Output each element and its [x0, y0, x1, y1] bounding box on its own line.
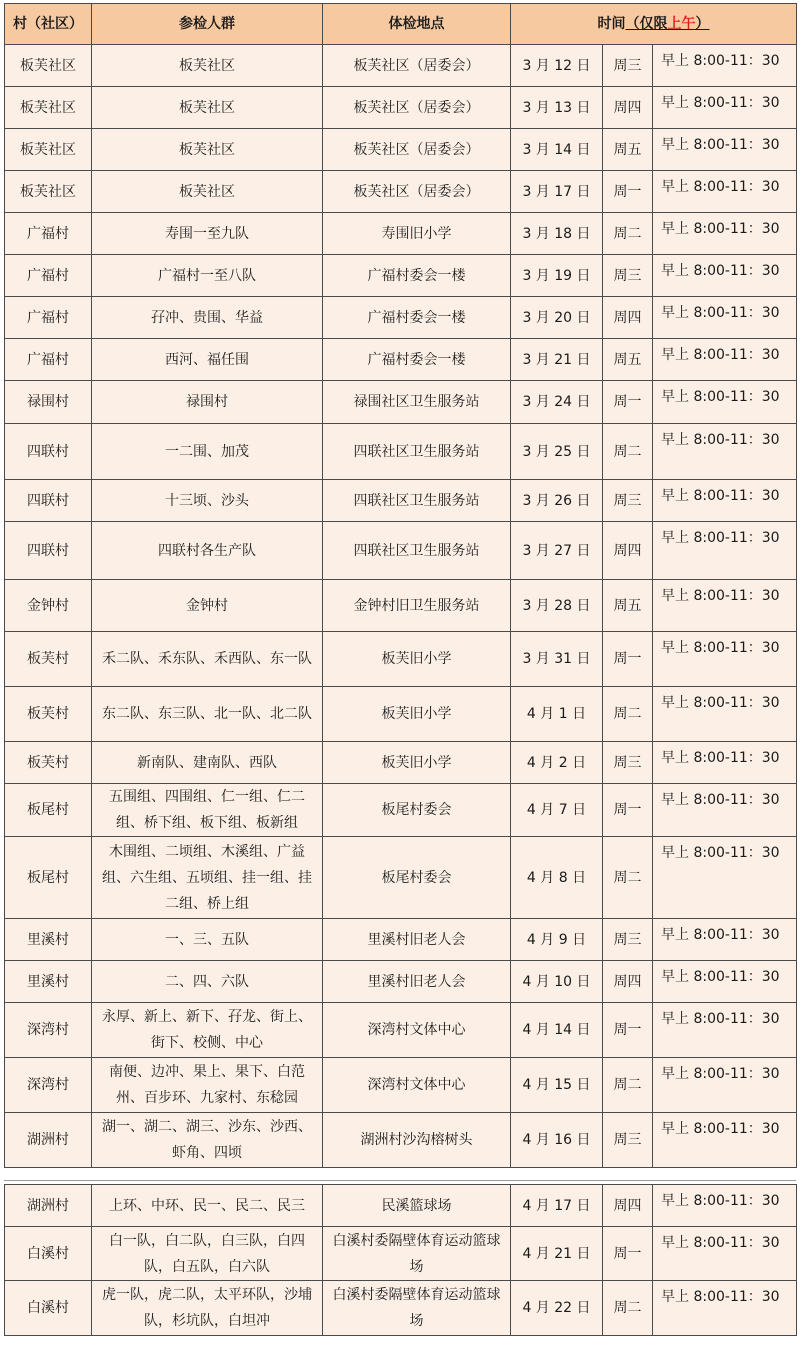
cell-village: 板芙村 [5, 687, 92, 742]
cell-group: 上环、中环、民一、民二、民三 [92, 1185, 323, 1227]
header-group: 参检人群 [92, 4, 323, 45]
cell-date: 3 月 31 日 [511, 632, 603, 687]
table-row [5, 213, 797, 255]
cell-date: 3 月 25 日 [511, 424, 603, 480]
cell-time: 早上 8:00-11：30 [653, 213, 797, 255]
cell-village: 广福村 [5, 297, 92, 339]
cell-group: 四联村各生产队 [92, 522, 323, 580]
cell-date: 4 月 21 日 [511, 1227, 603, 1281]
table-row [5, 632, 797, 687]
cell-location: 广福村委会一楼 [323, 339, 511, 381]
schedule-table [4, 3, 797, 1168]
table-row [5, 1227, 797, 1281]
cell-time: 早上 8:00-11：30 [653, 1281, 797, 1336]
table-row [5, 687, 797, 742]
cell-village: 四联村 [5, 522, 92, 580]
cell-group: 广福村一至八队 [92, 255, 323, 297]
cell-group: 禄围村 [92, 381, 323, 424]
cell-location: 四联社区卫生服务站 [323, 522, 511, 580]
cell-date: 4 月 2 日 [511, 742, 603, 784]
cell-group: 板芙社区 [92, 45, 323, 87]
cell-date: 3 月 17 日 [511, 171, 603, 213]
cell-village: 广福村 [5, 255, 92, 297]
table-row [5, 87, 797, 129]
cell-village: 板芙社区 [5, 129, 92, 171]
cell-location: 广福村委会一楼 [323, 255, 511, 297]
cell-weekday: 周三 [603, 255, 653, 297]
cell-group: 禾二队、禾东队、禾西队、东一队 [92, 632, 323, 687]
cell-weekday: 周一 [603, 1227, 653, 1281]
cell-weekday: 周四 [603, 87, 653, 129]
cell-time: 早上 8:00-11：30 [653, 837, 797, 919]
cell-weekday: 周四 [603, 297, 653, 339]
cell-time: 早上 8:00-11：30 [653, 424, 797, 480]
cell-location: 湖洲村沙沟榕树头 [323, 1113, 511, 1168]
cell-village: 板尾村 [5, 784, 92, 837]
cell-weekday: 周四 [603, 961, 653, 1003]
table-row [5, 171, 797, 213]
cell-group: 木围组、二顷组、木溪组、广益组、六生组、五顷组、挂一组、挂二组、桥上组 [92, 837, 323, 919]
cell-group: 寿围一至九队 [92, 213, 323, 255]
cell-date: 4 月 17 日 [511, 1185, 603, 1227]
page-break-line [4, 1180, 796, 1181]
cell-weekday: 周三 [603, 919, 653, 961]
cell-location: 白溪村委隔壁体育运动篮球场 [323, 1227, 511, 1281]
cell-weekday: 周二 [603, 837, 653, 919]
cell-location: 里溪村旧老人会 [323, 919, 511, 961]
header-location: 体检地点 [323, 4, 511, 45]
cell-weekday: 周二 [603, 1281, 653, 1336]
cell-village: 广福村 [5, 213, 92, 255]
cell-weekday: 周五 [603, 339, 653, 381]
cell-weekday: 周三 [603, 480, 653, 522]
cell-time: 早上 8:00-11：30 [653, 1185, 797, 1227]
table-row [5, 742, 797, 784]
cell-time: 早上 8:00-11：30 [653, 784, 797, 837]
cell-weekday: 周四 [603, 1185, 653, 1227]
cell-time: 早上 8:00-11：30 [653, 1227, 797, 1281]
cell-date: 4 月 22 日 [511, 1281, 603, 1336]
cell-location: 寿围旧小学 [323, 213, 511, 255]
cell-group: 一、三、五队 [92, 919, 323, 961]
cell-group: 板芙社区 [92, 171, 323, 213]
cell-date: 3 月 27 日 [511, 522, 603, 580]
cell-location: 广福村委会一楼 [323, 297, 511, 339]
cell-time: 早上 8:00-11：30 [653, 687, 797, 742]
table-row [5, 381, 797, 424]
cell-date: 4 月 9 日 [511, 919, 603, 961]
cell-village: 白溪村 [5, 1281, 92, 1336]
cell-time: 早上 8:00-11：30 [653, 1113, 797, 1168]
cell-time: 早上 8:00-11：30 [653, 580, 797, 632]
cell-location: 板尾村委会 [323, 837, 511, 919]
cell-time: 早上 8:00-11：30 [653, 339, 797, 381]
cell-group: 东二队、东三队、北一队、北二队 [92, 687, 323, 742]
table-row [5, 45, 797, 87]
schedule-table-continued [4, 1184, 797, 1336]
header-time [511, 4, 797, 45]
table-row [5, 1058, 797, 1113]
cell-group: 西河、福任围 [92, 339, 323, 381]
cell-location: 深湾村文体中心 [323, 1058, 511, 1113]
cell-village: 湖洲村 [5, 1113, 92, 1168]
table-row [5, 1113, 797, 1168]
cell-time: 早上 8:00-11：30 [653, 742, 797, 784]
cell-location: 板芙社区（居委会） [323, 45, 511, 87]
cell-date: 3 月 20 日 [511, 297, 603, 339]
cell-village: 板芙社区 [5, 87, 92, 129]
page-break [0, 1173, 800, 1183]
cell-time: 早上 8:00-11：30 [653, 381, 797, 424]
cell-weekday: 周五 [603, 129, 653, 171]
cell-date: 3 月 21 日 [511, 339, 603, 381]
cell-weekday: 周二 [603, 424, 653, 480]
table-header-row [5, 4, 797, 45]
cell-date: 3 月 26 日 [511, 480, 603, 522]
table-row [5, 255, 797, 297]
cell-location: 板芙旧小学 [323, 687, 511, 742]
cell-location: 板芙社区（居委会） [323, 87, 511, 129]
cell-date: 4 月 14 日 [511, 1003, 603, 1058]
cell-village: 板芙社区 [5, 45, 92, 87]
cell-village: 里溪村 [5, 919, 92, 961]
cell-group: 南便、边冲、果上、果下、白范州、百步环、九家村、东稔园 [92, 1058, 323, 1113]
cell-location: 民溪篮球场 [323, 1185, 511, 1227]
cell-date: 3 月 19 日 [511, 255, 603, 297]
table-row [5, 1003, 797, 1058]
cell-date: 3 月 13 日 [511, 87, 603, 129]
cell-weekday: 周二 [603, 1058, 653, 1113]
cell-location: 板芙旧小学 [323, 742, 511, 784]
cell-group: 板芙社区 [92, 87, 323, 129]
cell-location: 板芙旧小学 [323, 632, 511, 687]
cell-date: 3 月 18 日 [511, 213, 603, 255]
cell-time: 早上 8:00-11：30 [653, 919, 797, 961]
cell-date: 3 月 12 日 [511, 45, 603, 87]
cell-group: 一二围、加茂 [92, 424, 323, 480]
header-time-note: （仅限上午） [625, 16, 710, 32]
table-row [5, 522, 797, 580]
cell-location: 四联社区卫生服务站 [323, 480, 511, 522]
cell-weekday: 周一 [603, 784, 653, 837]
cell-group: 白一队，白二队，白三队，白四队，白五队，白六队 [92, 1227, 323, 1281]
cell-weekday: 周一 [603, 1003, 653, 1058]
table-row [5, 1185, 797, 1227]
cell-village: 白溪村 [5, 1227, 92, 1281]
cell-time: 早上 8:00-11：30 [653, 632, 797, 687]
cell-weekday: 周三 [603, 45, 653, 87]
cell-weekday: 周四 [603, 522, 653, 580]
table-row [5, 784, 797, 837]
cell-group: 五围组、四围组、仁一组、仁二组、桥下组、板下组、板新组 [92, 784, 323, 837]
cell-location: 四联社区卫生服务站 [323, 424, 511, 480]
cell-village: 深湾村 [5, 1058, 92, 1113]
cell-village: 广福村 [5, 339, 92, 381]
cell-village: 金钟村 [5, 580, 92, 632]
cell-village: 深湾村 [5, 1003, 92, 1058]
cell-time: 早上 8:00-11：30 [653, 522, 797, 580]
cell-time: 早上 8:00-11：30 [653, 255, 797, 297]
cell-group: 新南队、建南队、西队 [92, 742, 323, 784]
table-row [5, 129, 797, 171]
cell-village: 里溪村 [5, 961, 92, 1003]
cell-weekday: 周一 [603, 171, 653, 213]
cell-group: 金钟村 [92, 580, 323, 632]
cell-date: 4 月 15 日 [511, 1058, 603, 1113]
cell-village: 四联村 [5, 424, 92, 480]
header-time-prefix: 时间 [597, 16, 626, 32]
cell-village: 四联村 [5, 480, 92, 522]
cell-time: 早上 8:00-11：30 [653, 129, 797, 171]
cell-weekday: 周一 [603, 632, 653, 687]
table-row [5, 837, 797, 919]
cell-time: 早上 8:00-11：30 [653, 171, 797, 213]
cell-time: 早上 8:00-11：30 [653, 961, 797, 1003]
cell-group: 二、四、六队 [92, 961, 323, 1003]
cell-location: 白溪村委隔壁体育运动篮球场 [323, 1281, 511, 1336]
table-row [5, 1281, 797, 1336]
cell-weekday: 周三 [603, 1113, 653, 1168]
cell-group: 湖一、湖二、湖三、沙东、沙西、虾角、四顷 [92, 1113, 323, 1168]
cell-group: 虎一队，虎二队，太平环队，沙埔队，杉坑队，白坦冲 [92, 1281, 323, 1336]
cell-weekday: 周一 [603, 381, 653, 424]
cell-weekday: 周三 [603, 742, 653, 784]
cell-time: 早上 8:00-11：30 [653, 480, 797, 522]
table-row [5, 480, 797, 522]
cell-location: 金钟村旧卫生服务站 [323, 580, 511, 632]
cell-location: 板尾村委会 [323, 784, 511, 837]
cell-location: 板芙社区（居委会） [323, 129, 511, 171]
header-village: 村（社区） [5, 4, 92, 45]
cell-date: 3 月 24 日 [511, 381, 603, 424]
cell-weekday: 周五 [603, 580, 653, 632]
cell-group: 孖冲、贵围、华益 [92, 297, 323, 339]
cell-group: 永厚、新上、新下、孖龙、街上、街下、校侧、中心 [92, 1003, 323, 1058]
cell-date: 4 月 8 日 [511, 837, 603, 919]
cell-date: 4 月 10 日 [511, 961, 603, 1003]
cell-village: 板尾村 [5, 837, 92, 919]
cell-location: 深湾村文体中心 [323, 1003, 511, 1058]
cell-weekday: 周二 [603, 213, 653, 255]
table-row [5, 424, 797, 480]
table-row [5, 339, 797, 381]
cell-village: 板芙村 [5, 742, 92, 784]
cell-village: 禄围村 [5, 381, 92, 424]
cell-date: 4 月 7 日 [511, 784, 603, 837]
cell-weekday: 周二 [603, 687, 653, 742]
cell-date: 4 月 1 日 [511, 687, 603, 742]
cell-village: 板芙社区 [5, 171, 92, 213]
cell-location: 板芙社区（居委会） [323, 171, 511, 213]
cell-village: 板芙村 [5, 632, 92, 687]
cell-time: 早上 8:00-11：30 [653, 87, 797, 129]
cell-date: 3 月 28 日 [511, 580, 603, 632]
cell-time: 早上 8:00-11：30 [653, 1003, 797, 1058]
table-row [5, 580, 797, 632]
header-time-highlight: 上午 [667, 16, 696, 32]
cell-time: 早上 8:00-11：30 [653, 1058, 797, 1113]
table-row [5, 297, 797, 339]
cell-time: 早上 8:00-11：30 [653, 297, 797, 339]
cell-location: 禄围社区卫生服务站 [323, 381, 511, 424]
cell-date: 4 月 16 日 [511, 1113, 603, 1168]
cell-village: 湖洲村 [5, 1185, 92, 1227]
cell-group: 十三顷、沙头 [92, 480, 323, 522]
cell-group: 板芙社区 [92, 129, 323, 171]
cell-date: 3 月 14 日 [511, 129, 603, 171]
table-row [5, 919, 797, 961]
table-row [5, 961, 797, 1003]
cell-location: 里溪村旧老人会 [323, 961, 511, 1003]
cell-time: 早上 8:00-11：30 [653, 45, 797, 87]
